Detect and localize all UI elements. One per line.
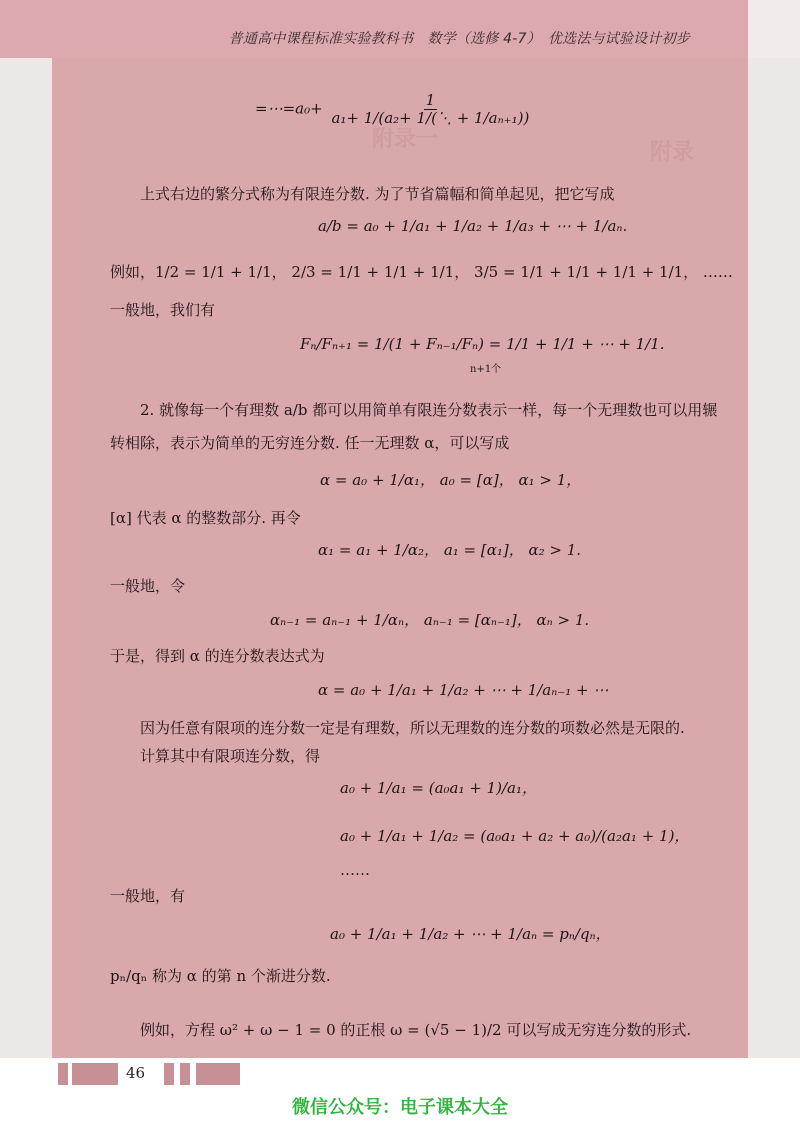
- text-line-9: pₙ/qₙ 称为 α 的第 n 个渐进分数.: [110, 967, 331, 985]
- header-edge: [748, 0, 800, 58]
- footer-bar-4: [180, 1063, 190, 1085]
- text-line-3: [α] 代表 α 的整数部分. 再令: [110, 509, 301, 527]
- formula-alpha-n: αₙ₋₁ = aₙ₋₁ + 1/αₙ， aₙ₋₁ = [αₙ₋₁]， αₙ > 1.: [270, 611, 590, 629]
- header-title: 普通高中课程标准实验教科书 数学（选修 4-7） 优选法与试验设计初步: [228, 31, 690, 47]
- nested-fraction: [329, 92, 531, 127]
- text-line-4: 一般地，令: [110, 577, 186, 595]
- watermark-left: 附录一: [372, 126, 439, 152]
- paragraph-2-line-1: 2. 就像每一个有理数 a/b 都可以用简单有限连分数表示一样，每一个无理数也可以用辗: [140, 401, 718, 419]
- formula-ellipsis: ……: [340, 861, 370, 879]
- example-line-1: 例如，1/2 = 1/1 + 1/1， 2/3 = 1/1 + 1/1 + 1/1， 3/5 = 1/1 + 1/1 + 1/1 + 1/1， ……: [110, 263, 733, 281]
- formula-alpha: α = a₀ + 1/α₁， a₀ = [α]， α₁ > 1，: [320, 471, 582, 489]
- page-header: [0, 0, 748, 58]
- text-line-2: 一般地，我们有: [110, 301, 216, 319]
- text-line-1: 上式右边的繁分式称为有限连分数. 为了节省篇幅和简单起见，把它写成: [140, 185, 615, 203]
- text-line-5: 于是，得到 α 的连分数表达式为: [110, 647, 325, 665]
- wechat-watermark: 微信公众号：电子课本大全: [292, 1097, 508, 1118]
- formula-convergent-n: a₀ + 1/a₁ + 1/a₂ + ⋯ + 1/aₙ = pₙ/qₙ，: [330, 925, 611, 943]
- formula-alpha-expansion: α = a₀ + 1/a₁ + 1/a₂ + ⋯ + 1/aₙ₋₁ + ⋯: [318, 681, 609, 699]
- nested-fraction-denominator: a₁+ 1/(a₂+ 1/(⋱ + 1/aₙ₊₁)): [331, 109, 530, 127]
- formula-lead: =⋯=a₀+: [255, 99, 323, 118]
- formula-alpha1: α₁ = a₁ + 1/α₂， a₁ = [α₁]， α₂ > 1.: [318, 541, 582, 559]
- formula-finite-continued: a/b = a₀ + 1/a₁ + 1/a₂ + 1/a₃ + ⋯ + 1/aₙ.: [318, 217, 628, 235]
- text-line-10: 例如，方程 ω² + ω − 1 = 0 的正根 ω = (√5 − 1)/2 可以写成无穷连分数的形式.: [140, 1021, 692, 1039]
- footer-bar-2: [72, 1063, 118, 1085]
- text-line-8: 一般地，有: [110, 887, 186, 905]
- text-line-6: 因为任意有限项的连分数一定是有理数，所以无理数的连分数的项数必然是无限的.: [140, 719, 685, 737]
- footer-bar-1: [58, 1063, 68, 1085]
- formula-fibonacci-underbrace-label: n+1个: [470, 364, 502, 375]
- footer-bar-3: [164, 1063, 174, 1085]
- formula-convergent-2: a₀ + 1/a₁ + 1/a₂ = (a₀a₁ + a₂ + a₀)/(a₂a₁ + 1)，: [340, 827, 690, 845]
- continued-fraction-top: [255, 92, 533, 127]
- footer-bar-5: [196, 1063, 240, 1085]
- page-number: 46: [126, 1064, 146, 1082]
- text-line-7: 计算其中有限项连分数，得: [140, 747, 321, 765]
- formula-convergent-1: a₀ + 1/a₁ = (a₀a₁ + 1)/a₁，: [340, 779, 537, 797]
- paragraph-2-line-2: 转相除，表示为简单的无穷连分数. 任一无理数 α，可以写成: [110, 434, 510, 452]
- nested-fraction-numerator: 1: [425, 91, 436, 109]
- formula-fibonacci: Fₙ/Fₙ₊₁ = 1/(1 + Fₙ₋₁/Fₙ) = 1/1 + 1/1 + ⋯ + 1/1.: [300, 335, 665, 353]
- watermark-right: 附录: [650, 139, 695, 165]
